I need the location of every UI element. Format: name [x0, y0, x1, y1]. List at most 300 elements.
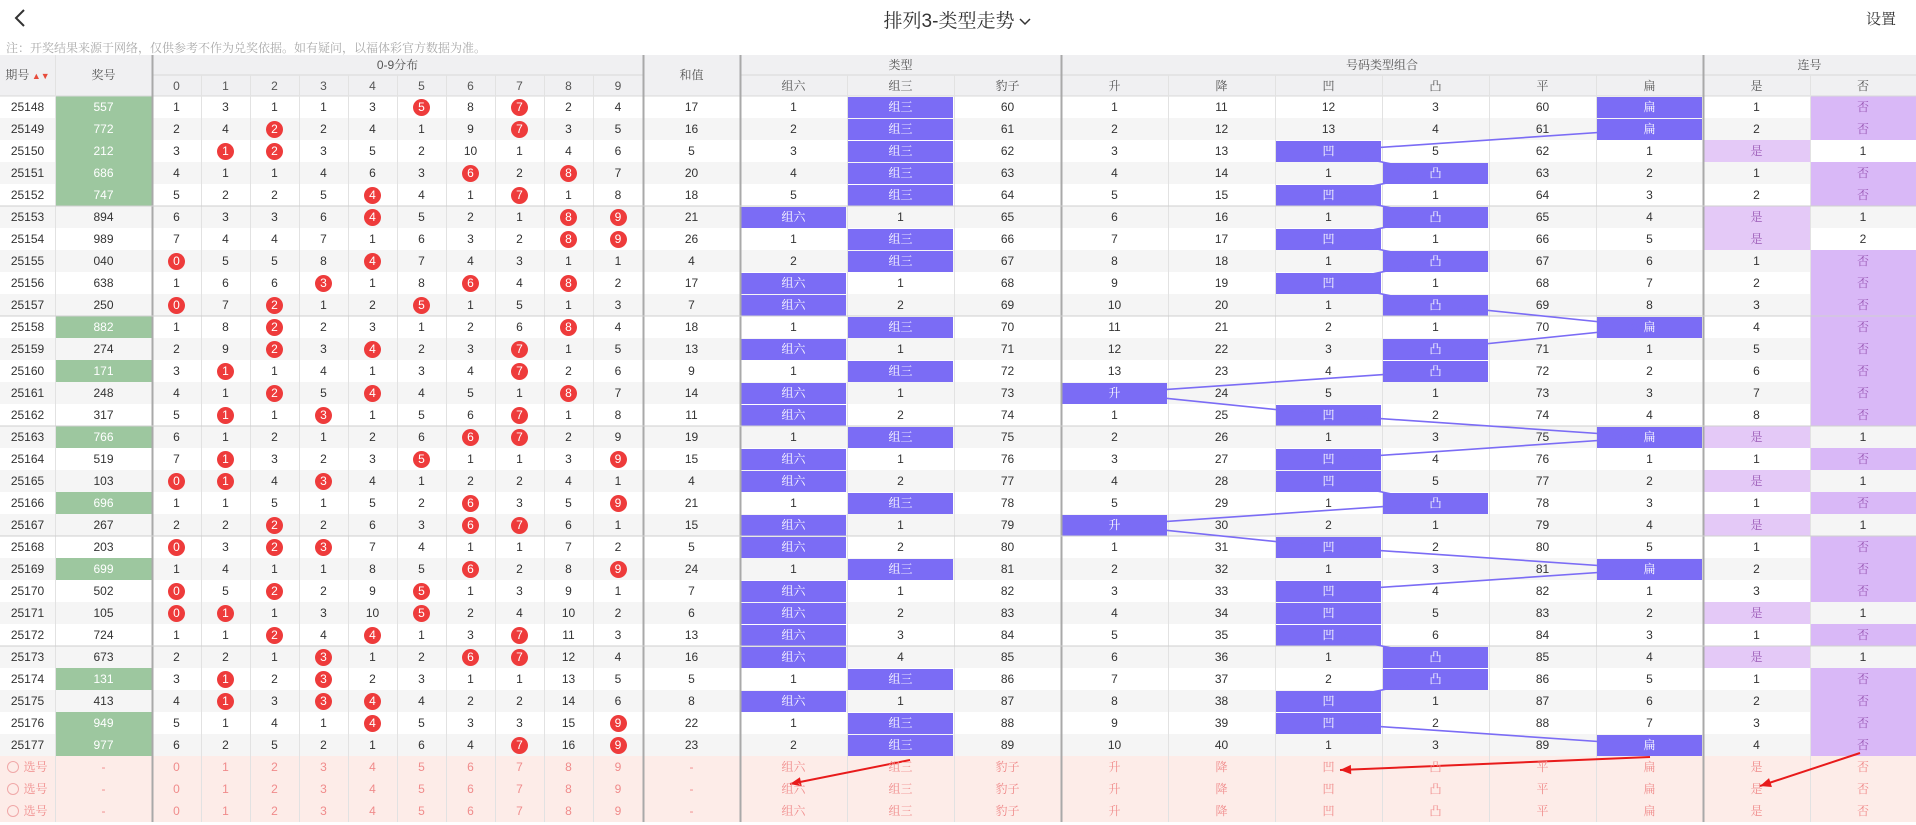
combo-cell: 2: [1111, 430, 1118, 444]
pick-digit-option[interactable]: 3: [320, 782, 327, 796]
type-cell: 66: [1000, 232, 1015, 246]
pick-digit-option[interactable]: 5: [418, 804, 425, 818]
hit-ball: 9: [610, 451, 627, 468]
pick-digit-option[interactable]: 6: [467, 760, 474, 774]
pick-digit-option[interactable]: 3: [320, 804, 327, 818]
pick-combo-option[interactable]: 扁: [1643, 804, 1656, 818]
pick-type-option[interactable]: 豹子: [995, 760, 1020, 774]
combo-cell: 37: [1214, 672, 1229, 686]
type-cell: 80: [1000, 540, 1015, 554]
combo-cell: 78: [1535, 496, 1550, 510]
combo-cell: 5: [1432, 606, 1439, 620]
digit-cell: 2: [222, 518, 229, 532]
type-cell: 组六: [781, 606, 806, 620]
combo-cell: 18: [1214, 254, 1229, 268]
digit-cell: [250, 536, 299, 558]
pick-combo-option[interactable]: 扁: [1643, 782, 1656, 796]
hit-ball: 4: [364, 341, 381, 358]
pick-digit-option[interactable]: 8: [565, 760, 572, 774]
pick-digit-option[interactable]: 8: [565, 804, 572, 818]
winning-number-cell: 638: [93, 276, 114, 290]
consec-cell: 8: [1753, 408, 1760, 422]
pick-combo-option[interactable]: 平: [1536, 782, 1549, 796]
hit-ball: 1: [217, 693, 234, 710]
combo-cell: 83: [1535, 606, 1550, 620]
pick-digit-option[interactable]: 6: [467, 782, 474, 796]
consec-cell: 否: [1856, 276, 1869, 290]
digit-cell: [544, 272, 593, 294]
winning-number-cell: 747: [93, 188, 114, 202]
pick-digit-option[interactable]: 5: [418, 782, 425, 796]
digit-cell: 2: [369, 672, 376, 686]
digit-cell: 3: [467, 716, 474, 730]
digit-cell: 6: [467, 408, 474, 422]
digit-cell: [299, 690, 348, 712]
hit-ball: 1: [217, 143, 234, 160]
digit-cell: 1: [271, 606, 278, 620]
combo-cell: 40: [1214, 738, 1229, 752]
combo-cell: 13: [1107, 364, 1122, 378]
issue-cell: 25154: [10, 232, 45, 246]
pick-combo-option[interactable]: 凹: [1322, 804, 1335, 818]
type-cell: 1: [897, 518, 904, 532]
winning-number-cell: 557: [93, 100, 114, 114]
winning-number-cell: 317: [93, 408, 114, 422]
digit-cell: 7: [222, 298, 229, 312]
combo-cell: 28: [1214, 474, 1229, 488]
pick-consec-option[interactable]: 是: [1750, 782, 1763, 796]
combo-cell: 8: [1646, 298, 1653, 312]
consec-cell: 否: [1856, 254, 1869, 268]
digit-cell: 15: [561, 716, 576, 730]
hit-ball: 0: [168, 583, 185, 600]
pick-consec-option[interactable]: 否: [1856, 760, 1869, 774]
hit-ball: 8: [560, 275, 577, 292]
pick-type-option[interactable]: 组三: [888, 782, 913, 796]
winning-number-cell: 949: [93, 716, 114, 730]
digit-cell: [201, 448, 250, 470]
digit-cell: 1: [222, 430, 229, 444]
pick-consec-option[interactable]: 是: [1750, 804, 1763, 818]
type-cell: 2: [897, 474, 904, 488]
digit-cell: [446, 272, 495, 294]
digit-cell: [397, 580, 446, 602]
digit-cell: [201, 404, 250, 426]
type-cell: 组六: [781, 298, 806, 312]
pick-digit-option[interactable]: 7: [516, 804, 523, 818]
pick-combo-option[interactable]: 降: [1215, 804, 1228, 818]
pick-combo-option[interactable]: 降: [1215, 782, 1228, 796]
pick-row-label[interactable]: [0, 778, 55, 800]
type-cell: 组三: [888, 496, 913, 510]
digit-cell: [201, 668, 250, 690]
digit-cell: [593, 734, 643, 756]
col-header-issue[interactable]: [0, 59, 55, 91]
pick-consec-option[interactable]: 是: [1750, 760, 1763, 774]
digit-cell: 2: [271, 188, 278, 202]
digit-cell: 1: [467, 540, 474, 554]
type-cell: 组三: [888, 364, 913, 378]
pick-digit-option[interactable]: 3: [320, 760, 327, 774]
issue-cell: 25167: [10, 518, 45, 532]
digit-cell: 8: [614, 408, 622, 422]
hit-ball: 3: [315, 649, 332, 666]
settings-button[interactable]: 设置: [1865, 11, 1896, 28]
hit-ball: 8: [560, 231, 577, 248]
winning-number-cell: 502: [93, 584, 114, 598]
digit-cell: 9: [222, 342, 229, 356]
hit-ball: 3: [315, 473, 332, 490]
digit-cell: 1: [320, 716, 327, 730]
type-cell: 2: [897, 298, 904, 312]
combo-cell: 2: [1646, 166, 1653, 180]
pick-digit-option[interactable]: 9: [614, 760, 622, 774]
combo-cell: 1: [1111, 540, 1118, 554]
hit-ball: 5: [413, 297, 430, 314]
pick-num-cell: -: [101, 782, 106, 796]
combo-cell: 3: [1432, 430, 1439, 444]
pick-label-wrap: [7, 804, 47, 818]
pick-combo-option[interactable]: 凸: [1429, 804, 1442, 818]
sum-cell: 9: [688, 364, 695, 378]
lottery-type-selector[interactable]: [884, 6, 1033, 33]
pick-combo-option[interactable]: 扁: [1643, 760, 1656, 774]
pick-digit-option[interactable]: 7: [516, 782, 523, 796]
combo-cell: 29: [1214, 496, 1229, 510]
pick-digit-option[interactable]: 6: [467, 804, 474, 818]
pick-combo-option[interactable]: 平: [1536, 760, 1549, 774]
pick-digit-option[interactable]: 1: [222, 804, 229, 818]
issue-header-label: 期号: [5, 68, 30, 82]
pick-digit-option[interactable]: 5: [418, 760, 425, 774]
combo-cell: 80: [1535, 540, 1550, 554]
hit-ball: 1: [217, 363, 234, 380]
combo-cell: 73: [1535, 386, 1550, 400]
radio-circle-icon[interactable]: [7, 783, 19, 795]
consec-cell: 否: [1856, 100, 1869, 114]
consec-cell: 是: [1750, 144, 1763, 158]
pick-combo-option[interactable]: 平: [1536, 804, 1549, 818]
pick-type-option[interactable]: 组六: [781, 760, 806, 774]
pick-type-option[interactable]: 豹子: [995, 782, 1020, 796]
digit-cell: [593, 228, 643, 250]
digit-cell: [348, 250, 397, 272]
sum-cell: 11: [685, 408, 698, 422]
pick-digit-option[interactable]: 7: [516, 760, 523, 774]
digit-cell: 3: [516, 496, 523, 510]
combo-cell: 1: [1325, 738, 1332, 752]
pick-type-option[interactable]: 组三: [888, 760, 913, 774]
hit-ball: 5: [413, 99, 430, 116]
digit-cell: 5: [516, 298, 523, 312]
digit-cell: 2: [173, 518, 180, 532]
winning-number-cell: 103: [93, 474, 114, 488]
hit-ball: 2: [266, 385, 283, 402]
type-cell: 62: [1000, 144, 1015, 158]
hit-ball: 3: [315, 671, 332, 688]
pick-combo-option[interactable]: 降: [1215, 760, 1228, 774]
type-cell: 1: [897, 584, 904, 598]
type-cell: 5: [790, 188, 797, 202]
combo-cell: 凹: [1322, 452, 1335, 466]
combo-cell: 34: [1214, 606, 1229, 620]
type-cell: 1: [897, 276, 904, 290]
digit-cell: 1: [565, 188, 572, 202]
combo-cell: 2: [1646, 606, 1653, 620]
pick-row-label[interactable]: [0, 756, 55, 778]
sum-cell: 5: [688, 144, 695, 158]
digit-cell: [152, 470, 201, 492]
radio-circle-icon[interactable]: [7, 805, 19, 817]
digit-cell: [250, 316, 299, 338]
digit-cell: 7: [614, 166, 622, 180]
combo-cell: 88: [1535, 716, 1550, 730]
digit-cell: 5: [222, 254, 229, 268]
digit-cell: 1: [418, 320, 425, 334]
pick-combo-option[interactable]: 凹: [1322, 782, 1335, 796]
pick-combo-option[interactable]: 凹: [1322, 760, 1335, 774]
combo-cell: 8: [1111, 694, 1118, 708]
hit-ball: 7: [511, 627, 528, 644]
col-header-digit-0: 0: [173, 79, 180, 93]
pick-type-option[interactable]: 豹子: [995, 804, 1020, 818]
digit-cell: 10: [365, 606, 380, 620]
combo-cell: 1: [1432, 276, 1439, 290]
type-cell: 组六: [781, 452, 806, 466]
type-cell: 1: [897, 210, 904, 224]
pick-label: 选号: [23, 804, 48, 818]
digit-cell: [152, 294, 201, 316]
consec-cell: 1: [1859, 474, 1867, 488]
hit-ball: 5: [413, 583, 430, 600]
digit-cell: 5: [418, 408, 425, 422]
hit-ball: 3: [315, 539, 332, 556]
combo-cell: 2: [1646, 364, 1653, 378]
type-cell: 组六: [781, 540, 806, 554]
digit-cell: 1: [516, 672, 523, 686]
winning-number-cell: 105: [93, 606, 114, 620]
pick-digit-option[interactable]: 4: [369, 804, 376, 818]
digit-cell: 4: [173, 386, 180, 400]
pick-digit-option[interactable]: 2: [271, 804, 278, 818]
pick-digit-option[interactable]: 0: [173, 760, 180, 774]
pick-digit-option[interactable]: 9: [614, 782, 622, 796]
digit-cell: 5: [369, 496, 376, 510]
combo-cell: 2: [1432, 716, 1439, 730]
hit-ball: 9: [610, 495, 627, 512]
sum-cell: 15: [684, 518, 699, 532]
digit-cell: 2: [320, 518, 327, 532]
hit-ball: 2: [266, 627, 283, 644]
combo-cell: 16: [1214, 210, 1229, 224]
pick-combo-option[interactable]: 凸: [1429, 760, 1442, 774]
sum-cell: 24: [684, 562, 699, 576]
digit-cell: 9: [614, 430, 622, 444]
winning-number-cell: 131: [93, 672, 114, 686]
type-cell: 79: [1000, 518, 1015, 532]
type-cell: 73: [1000, 386, 1015, 400]
radio-circle-icon[interactable]: [7, 761, 19, 773]
winning-number-cell: 040: [93, 254, 114, 268]
sum-cell: 22: [684, 716, 699, 730]
hit-ball: 6: [462, 165, 479, 182]
digit-cell: 4: [614, 650, 622, 664]
digit-cell: 1: [565, 254, 572, 268]
digit-cell: [495, 404, 544, 426]
pick-type-option[interactable]: 组六: [781, 804, 806, 818]
pick-combo-option[interactable]: 升: [1108, 782, 1121, 796]
type-cell: 2: [897, 606, 904, 620]
combo-cell: 9: [1111, 716, 1118, 730]
combo-cell: 凹: [1322, 694, 1335, 708]
hit-ball: 6: [462, 275, 479, 292]
digit-cell: 4: [467, 364, 474, 378]
combo-cell: 72: [1535, 364, 1550, 378]
type-cell: 1: [790, 562, 797, 576]
digit-cell: 1: [516, 386, 523, 400]
digit-cell: 4: [565, 144, 572, 158]
digit-cell: 7: [369, 540, 376, 554]
digit-cell: [250, 382, 299, 404]
digit-cell: [152, 602, 201, 624]
pick-consec-option[interactable]: 否: [1856, 804, 1869, 818]
col-header-consec-1: 否: [1856, 79, 1869, 93]
winning-number-cell: 724: [93, 628, 114, 642]
sum-cell: 19: [684, 430, 699, 444]
type-cell: 86: [1000, 672, 1015, 686]
digit-cell: 2: [614, 540, 622, 554]
consec-cell: 是: [1750, 650, 1763, 664]
winning-number-cell: 171: [93, 364, 114, 378]
consec-cell: 6: [1753, 364, 1760, 378]
sum-cell: 5: [688, 540, 695, 554]
combo-cell: 6: [1646, 254, 1653, 268]
digit-cell: 2: [320, 584, 327, 598]
sum-cell: 17: [684, 276, 699, 290]
digit-cell: [593, 492, 643, 514]
winning-number-cell: 274: [93, 342, 114, 356]
consec-cell: 否: [1856, 584, 1869, 598]
type-cell: 61: [1000, 122, 1015, 136]
combo-cell: 4: [1646, 650, 1653, 664]
type-cell: 4: [790, 166, 797, 180]
combo-cell: 69: [1535, 298, 1550, 312]
combo-cell: 25: [1214, 408, 1229, 422]
pick-digit-option[interactable]: 2: [271, 782, 278, 796]
combo-cell: 3: [1646, 188, 1653, 202]
combo-cell: 4: [1646, 408, 1653, 422]
consec-cell: 否: [1856, 496, 1869, 510]
digit-cell: 1: [173, 562, 180, 576]
digit-cell: [250, 580, 299, 602]
pick-digit-option[interactable]: 1: [222, 760, 229, 774]
digit-cell: 6: [271, 276, 278, 290]
digit-cell: [397, 96, 446, 118]
digit-cell: 4: [173, 166, 180, 180]
col-header-combo-3: 凸: [1429, 79, 1442, 93]
pick-digit-option[interactable]: 8: [565, 782, 572, 796]
combo-cell: 凹: [1322, 584, 1335, 598]
type-cell: 组三: [888, 144, 913, 158]
pick-digit-option[interactable]: 9: [614, 804, 622, 818]
pick-digit-option[interactable]: 2: [271, 760, 278, 774]
digit-cell: [348, 382, 397, 404]
combo-cell: 凹: [1322, 144, 1335, 158]
digit-cell: 3: [369, 452, 376, 466]
type-cell: 69: [1000, 298, 1015, 312]
combo-cell: 1: [1325, 210, 1332, 224]
hit-ball: 4: [364, 715, 381, 732]
pick-row-label[interactable]: [0, 800, 55, 822]
digit-cell: [397, 448, 446, 470]
digit-cell: 6: [565, 518, 572, 532]
digit-cell: 2: [467, 606, 474, 620]
combo-cell: 扁: [1643, 320, 1656, 334]
pick-combo-option[interactable]: 升: [1108, 760, 1121, 774]
type-cell: 组三: [888, 562, 913, 576]
type-cell: 组三: [888, 188, 913, 202]
hit-ball: 9: [610, 209, 627, 226]
digit-cell: 1: [516, 540, 523, 554]
pick-digit-option[interactable]: 4: [369, 760, 376, 774]
winning-number-cell: 267: [93, 518, 114, 532]
issue-cell: 25164: [10, 452, 45, 466]
consec-cell: 1: [1753, 166, 1760, 180]
digit-cell: 8: [565, 562, 572, 576]
type-cell: 1: [790, 496, 797, 510]
pick-combo-option[interactable]: 升: [1108, 804, 1121, 818]
issue-cell: 25177: [10, 738, 45, 752]
pick-digit-option[interactable]: 0: [173, 804, 180, 818]
digit-cell: 9: [565, 584, 572, 598]
hit-ball: 1: [217, 605, 234, 622]
consec-cell: 是: [1750, 430, 1763, 444]
digit-cell: [397, 294, 446, 316]
pick-combo-option[interactable]: 凸: [1429, 782, 1442, 796]
digit-cell: 3: [467, 232, 474, 246]
combo-cell: 1: [1432, 232, 1439, 246]
consec-cell: 3: [1753, 716, 1760, 730]
consec-cell: 2: [1753, 562, 1760, 576]
consec-cell: 3: [1753, 584, 1760, 598]
combo-cell: 1: [1432, 320, 1439, 334]
digit-cell: 1: [173, 320, 180, 334]
sort-arrows-icon[interactable]: ▲▼: [29, 71, 50, 81]
pick-digit-option[interactable]: 0: [173, 782, 180, 796]
pick-digit-option[interactable]: 1: [222, 782, 229, 796]
pick-digit-option[interactable]: 4: [369, 782, 376, 796]
digit-cell: 3: [516, 584, 523, 598]
consec-cell: 否: [1856, 716, 1869, 730]
issue-cell: 25165: [10, 474, 45, 488]
winning-number-cell: 686: [93, 166, 114, 180]
digit-cell: 2: [565, 430, 572, 444]
combo-cell: 17: [1214, 232, 1229, 246]
digit-cell: 7: [418, 254, 425, 268]
combo-cell: 7: [1111, 672, 1118, 686]
type-cell: 2: [897, 540, 904, 554]
consec-cell: 1: [1859, 518, 1867, 532]
digit-cell: 1: [320, 298, 327, 312]
digit-cell: 4: [320, 364, 327, 378]
consec-cell: 1: [1859, 606, 1867, 620]
pick-consec-option[interactable]: 否: [1856, 782, 1869, 796]
combo-cell: 22: [1214, 342, 1229, 356]
digit-cell: [348, 690, 397, 712]
sum-cell: 17: [684, 100, 699, 114]
pick-type-option[interactable]: 组六: [781, 782, 806, 796]
pick-type-option[interactable]: 组三: [888, 804, 913, 818]
